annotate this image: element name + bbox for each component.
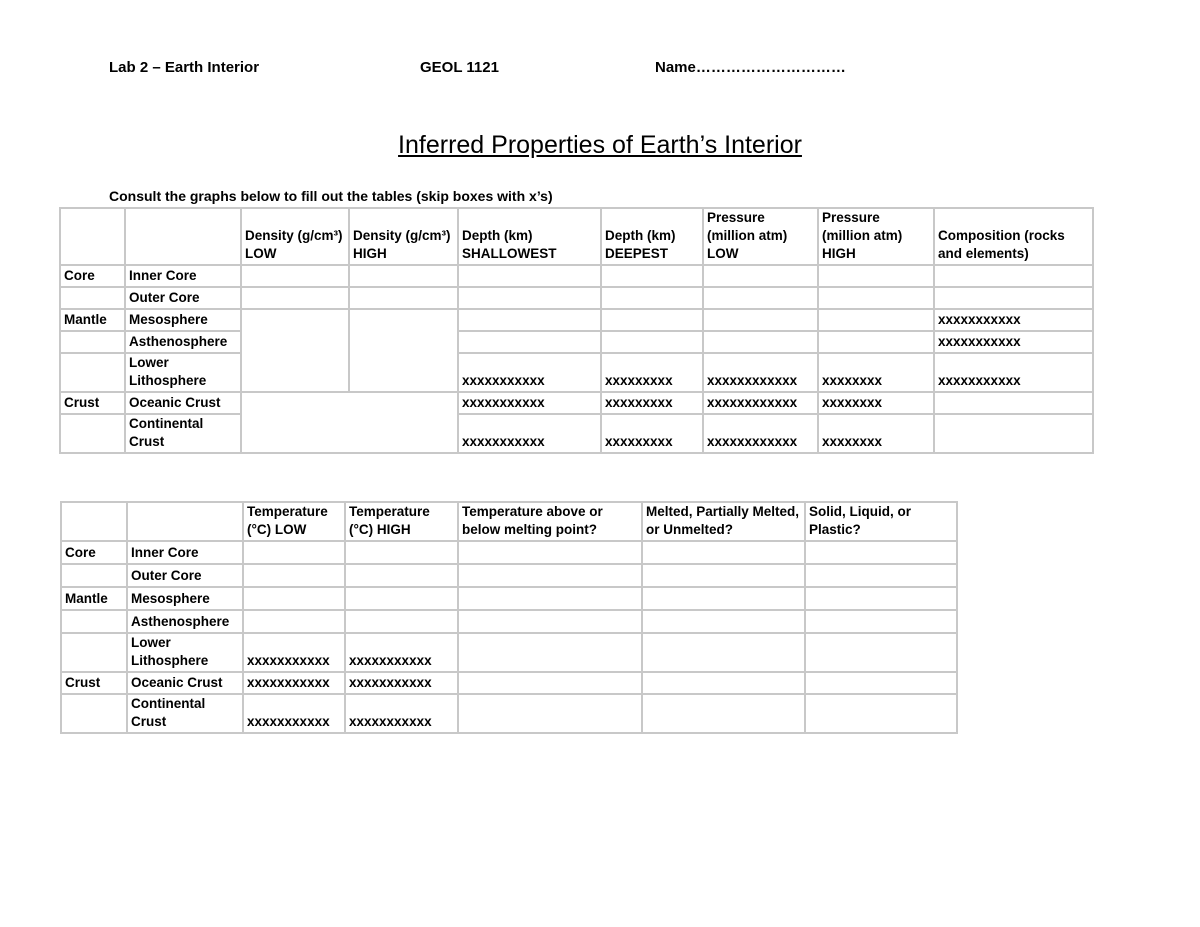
table-row <box>60 331 1093 353</box>
answer-cell[interactable] <box>818 331 934 353</box>
skip-cell: xxxxxxxxxxx <box>934 353 1093 392</box>
answer-cell[interactable] <box>805 672 957 694</box>
layer-cell: Outer Core <box>127 564 243 587</box>
header-cell: Composition (rocks and elements) <box>934 208 1093 265</box>
table-row <box>61 694 957 733</box>
answer-cell[interactable] <box>458 287 601 309</box>
skip-cell: xxxxxxxxxxx <box>934 331 1093 353</box>
header-cell: Depth (km) SHALLOWEST <box>458 208 601 265</box>
skip-cell: xxxxxxxxx <box>601 353 703 392</box>
skip-cell: xxxxxxxxxxx <box>458 392 601 414</box>
group-cell: Crust <box>60 392 125 414</box>
table-row <box>60 309 1093 331</box>
answer-cell[interactable] <box>805 564 957 587</box>
skip-cell: xxxxxxxxx <box>601 392 703 414</box>
answer-cell[interactable] <box>601 287 703 309</box>
answer-cell[interactable] <box>243 564 345 587</box>
skip-cell: xxxxxxxx <box>818 414 934 453</box>
skip-cell: xxxxxxxxx <box>601 414 703 453</box>
skip-cell: xxxxxxxxxxx <box>345 694 458 733</box>
answer-cell[interactable] <box>934 414 1093 453</box>
answer-cell[interactable] <box>934 287 1093 309</box>
answer-cell[interactable] <box>458 610 642 633</box>
skip-cell: xxxxxxxxxxxx <box>703 353 818 392</box>
answer-cell[interactable] <box>243 541 345 564</box>
properties-table <box>59 207 1094 454</box>
layer-cell: Continental Crust <box>127 694 243 733</box>
answer-cell[interactable] <box>601 309 703 331</box>
group-cell <box>60 331 125 353</box>
skip-cell: xxxxxxxxxxx <box>458 353 601 392</box>
course-code: GEOL 1121 <box>420 59 499 76</box>
skip-cell: xxxxxxxxxxx <box>243 633 345 672</box>
answer-cell[interactable] <box>601 331 703 353</box>
answer-cell[interactable] <box>345 564 458 587</box>
table-row <box>61 672 957 694</box>
group-cell <box>61 610 127 633</box>
name-field[interactable]: Name………………………… <box>655 59 846 76</box>
answer-cell[interactable] <box>345 610 458 633</box>
answer-cell[interactable] <box>642 633 805 672</box>
page-title: Inferred Properties of Earth’s Interior <box>398 131 802 159</box>
table-row <box>61 610 957 633</box>
answer-cell[interactable] <box>642 587 805 610</box>
answer-cell[interactable] <box>703 265 818 287</box>
answer-cell[interactable] <box>642 541 805 564</box>
group-cell <box>60 287 125 309</box>
table-row <box>61 564 957 587</box>
layer-cell: Inner Core <box>127 541 243 564</box>
skip-cell: xxxxxxxxxxx <box>345 672 458 694</box>
layer-cell: Mesosphere <box>125 309 241 331</box>
answer-cell[interactable] <box>703 331 818 353</box>
answer-cell[interactable] <box>818 287 934 309</box>
header-cell <box>125 208 241 265</box>
answer-cell[interactable] <box>934 392 1093 414</box>
lab-title: Lab 2 – Earth Interior <box>109 59 260 76</box>
skip-cell: xxxxxxxxxxx <box>345 633 458 672</box>
skip-cell: xxxxxxxxxxx <box>243 694 345 733</box>
header-cell: Temperature above or below melting point? <box>458 502 642 541</box>
table-row <box>60 265 1093 287</box>
answer-cell[interactable] <box>818 265 934 287</box>
answer-cell[interactable] <box>458 265 601 287</box>
group-cell: Mantle <box>61 587 127 610</box>
answer-cell[interactable] <box>458 309 601 331</box>
skip-cell: xxxxxxxxxxx <box>458 414 601 453</box>
header-cell: Melted, Partially Melted, or Unmelted? <box>642 502 805 541</box>
answer-cell[interactable] <box>934 265 1093 287</box>
header-cell: Pressure (million atm) HIGH <box>818 208 934 265</box>
group-cell: Core <box>60 265 125 287</box>
answer-cell[interactable] <box>349 309 458 392</box>
answer-cell[interactable] <box>458 587 642 610</box>
answer-cell[interactable] <box>349 265 458 287</box>
layer-cell: Asthenosphere <box>125 331 241 353</box>
header-cell: Solid, Liquid, or Plastic? <box>805 502 957 541</box>
answer-cell[interactable] <box>458 541 642 564</box>
answer-cell[interactable] <box>642 564 805 587</box>
answer-cell[interactable] <box>458 694 642 733</box>
answer-cell[interactable] <box>345 541 458 564</box>
skip-cell: xxxxxxxx <box>818 392 934 414</box>
answer-cell[interactable] <box>458 633 642 672</box>
layer-cell: Lower Lithosphere <box>127 633 243 672</box>
table-row <box>60 414 1093 453</box>
layer-cell: Oceanic Crust <box>127 672 243 694</box>
group-cell <box>60 414 125 453</box>
table-row <box>61 587 957 610</box>
answer-cell[interactable] <box>805 633 957 672</box>
table-header-row <box>60 208 1093 265</box>
header-cell <box>61 502 127 541</box>
skip-cell: xxxxxxxxxxxx <box>703 414 818 453</box>
temperature-table <box>60 501 958 734</box>
table-row <box>60 392 1093 414</box>
answer-cell[interactable] <box>241 392 458 453</box>
answer-cell[interactable] <box>642 610 805 633</box>
table-row <box>61 633 957 672</box>
group-cell: Crust <box>61 672 127 694</box>
layer-cell: Mesosphere <box>127 587 243 610</box>
answer-cell[interactable] <box>642 694 805 733</box>
header-cell: Density (g/cm³) HIGH <box>349 208 458 265</box>
answer-cell[interactable] <box>241 309 349 392</box>
group-cell: Mantle <box>60 309 125 331</box>
group-cell <box>61 694 127 733</box>
answer-cell[interactable] <box>601 265 703 287</box>
header-cell: Pressure (million atm) LOW <box>703 208 818 265</box>
group-cell <box>61 564 127 587</box>
instructions: Consult the graphs below to fill out the tables (skip boxes with x’s) <box>109 188 553 204</box>
answer-cell[interactable] <box>458 672 642 694</box>
answer-cell[interactable] <box>818 309 934 331</box>
layer-cell: Outer Core <box>125 287 241 309</box>
answer-cell[interactable] <box>805 610 957 633</box>
answer-cell[interactable] <box>458 331 601 353</box>
answer-cell[interactable] <box>805 541 957 564</box>
answer-cell[interactable] <box>241 287 349 309</box>
layer-cell: Inner Core <box>125 265 241 287</box>
layer-cell: Continental Crust <box>125 414 241 453</box>
layer-cell: Lower Lithosphere <box>125 353 241 392</box>
answer-cell[interactable] <box>458 564 642 587</box>
answer-cell[interactable] <box>241 265 349 287</box>
answer-cell[interactable] <box>345 587 458 610</box>
answer-cell[interactable] <box>243 587 345 610</box>
answer-cell[interactable] <box>805 694 957 733</box>
skip-cell: xxxxxxxxxxx <box>934 309 1093 331</box>
answer-cell[interactable] <box>703 309 818 331</box>
answer-cell[interactable] <box>243 610 345 633</box>
header-cell: Temperature (°C) LOW <box>243 502 345 541</box>
layer-cell: Asthenosphere <box>127 610 243 633</box>
answer-cell[interactable] <box>703 287 818 309</box>
skip-cell: xxxxxxxxxxxx <box>703 392 818 414</box>
layer-cell: Oceanic Crust <box>125 392 241 414</box>
skip-cell: xxxxxxxxxxx <box>243 672 345 694</box>
table-row <box>60 287 1093 309</box>
group-cell <box>60 353 125 392</box>
group-cell <box>61 633 127 672</box>
table-row <box>61 541 957 564</box>
group-cell: Core <box>61 541 127 564</box>
skip-cell: xxxxxxxx <box>818 353 934 392</box>
answer-cell[interactable] <box>349 287 458 309</box>
header-cell: Density (g/cm³) LOW <box>241 208 349 265</box>
header-cell <box>127 502 243 541</box>
table-row <box>60 353 1093 392</box>
header-cell: Depth (km) DEEPEST <box>601 208 703 265</box>
table-header-row <box>61 502 957 541</box>
header-cell: Temperature (°C) HIGH <box>345 502 458 541</box>
answer-cell[interactable] <box>642 672 805 694</box>
answer-cell[interactable] <box>805 587 957 610</box>
header-cell <box>60 208 125 265</box>
